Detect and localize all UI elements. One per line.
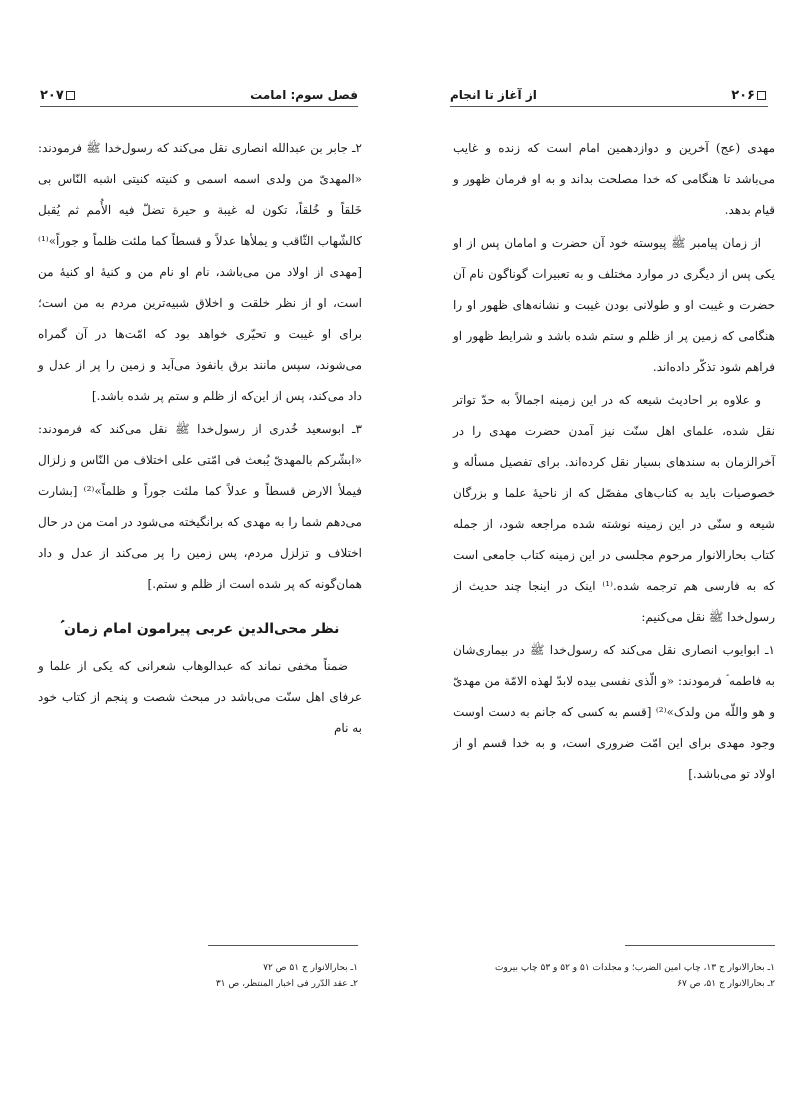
right-footnote-2: ۲ـ بحارالانوار ج ۵۱، ص ۶۷ — [677, 979, 775, 989]
page-box-icon — [757, 91, 766, 100]
right-footnotes — [455, 960, 775, 992]
left-footnote-2: ۲ـ عقد الدّرر فی اخبار المنتظر، ص ۳۱ — [215, 979, 358, 989]
right-page — [400, 0, 800, 1100]
left-paragraph-3: ضمناً مخفی نماند که عبدالوهاب شعرانی که یکی از علما و عرفای اهل سنّت می‌باشد در مبحث شصت و پنجم از کتاب خود به نام — [38, 659, 362, 735]
right-page-number-text: ۲۰۶ — [731, 88, 755, 103]
left-footnotes — [58, 960, 358, 992]
right-header-rule — [450, 106, 768, 107]
left-body-text — [38, 133, 362, 746]
right-page-number — [731, 88, 768, 103]
right-paragraph-1: مهدی (عج) آخرین و دوازدهمین امام است که زنده و غایب می‌باشد تا هنگامی که خدا مصلحت بداند و به او فرمان ظهور و قیام بدهد. — [453, 141, 775, 217]
right-footnote-1: ۱ـ بحارالانوار ج ۱۳، چاپ امین الضرب؛ و مجلدات ۵۱ و ۵۲ و ۵۳ چاپ بیروت — [494, 963, 775, 973]
left-paragraph-1: ۲ـ جابر بن عبدالله انصاری نقل می‌کند که رسول‌خدا ﷺ فرمودند: «المهدیّ من ولدی اسمه اسمی و کنیته کنیتی اشبه النّاس بی خَلقاً و خُلقاً، تکون له غیبة و حیرة تضلّ فیه الأُمم ثم یُقبل کالشّهاب الثّاقب و یملأها عدلاً و قسطاً کما ملئت ظلماً و جوراً»⁽¹⁾ [مهدی از اولاد من می‌باشد، نام او نام من و کنیهٔ او کنیهٔ من است، او از نظر خلقت و اخلاق شبیه‌ترین مردم به من است؛ برای او غیبت و تحیّری خواهد بود که امّت‌ها در آن گمراه می‌شوند، سپس مانند برق بانفوذ می‌آید و زمین را پر از عدل و داد می‌کند، پس از این‌که از ظلم و ستم پر شده باشد.] — [38, 141, 362, 403]
page-box-icon — [66, 91, 75, 100]
section-heading: نظر محی‌الدین عربی پیرامون امام زمان ؑ — [60, 621, 340, 637]
right-footnote-rule — [625, 945, 775, 946]
right-paragraph-3: و علاوه بر احادیث شیعه که در این زمینه اجمالاً به حدّ تواتر نقل شده، علمای اهل سنّت نیز آمدن حضرت مهدی را در آخرالزمان به سندهای بسیار نقل کرده‌اند. برای تفصیل مسأله و خصوصیات باید به کتاب‌های مفصّل که از ناحیهٔ علما و بزرگان شیعه و سنّی در این زمینه نوشته شده مراجعه شود، از جمله کتاب بحارالانوار مرحوم مجلسی در این زمینه کتاب جامعی است که به فارسی هم ترجمه شده.⁽¹⁾ اینک در اینجا چند حدیث از رسول‌خدا ﷺ نقل می‌کنیم: — [453, 393, 776, 624]
left-page-header — [40, 88, 358, 110]
left-footnote-rule — [208, 945, 358, 946]
left-header-rule — [40, 106, 358, 107]
right-paragraph-2: از زمان پیامبر ﷺ پیوسته خود آن حضرت و امامان پس از او یکی پس از دیگری در موارد مختلف و به تعبیرات گوناگون نام آن حضرت و غیبت او و طولانی بودن غیبت و نشانه‌های ظهور او را هنگامی که زمین پر از ظلم و ستم شده باشد و شرایط ظهور او فراهم شود تذکّر داده‌اند. — [453, 236, 775, 374]
left-page-number-text: ۲۰۷ — [40, 88, 64, 103]
left-running-title: فصل سوم: امامت — [250, 88, 358, 102]
right-page-header — [450, 88, 768, 110]
left-page-number — [40, 88, 77, 103]
right-paragraph-4: ۱ـ ابوایوب انصاری نقل می‌کند که رسول‌خدا ﷺ در بیماری‌شان به فاطمه ؑ فرمودند: «و الّذی نفسی بیده لابدّ لهذه الامّة من مهدیّ و هو واللّه من ولدک»⁽²⁾ [قسم به کسی که جانم به دست اوست وجود مهدی برای این امّت ضروری است، و به خدا قسم او از اولاد تو می‌باشد.] — [453, 643, 775, 781]
right-body-text — [453, 133, 775, 792]
left-paragraph-2: ۳ـ ابوسعید خُدری از رسول‌خدا ﷺ نقل می‌کند که فرمودند: «ابشّرکم بالمهدیّ یُبعث فی امّتی علی اختلاف من النّاس و زلزال فیملأ الارض قسطاً و عدلاً کما ملئت جوراً و ظلماً»⁽²⁾ [بشارت می‌دهم شما را به مهدی که برانگیخته می‌شود در امت من در حال اختلاف و تزلزل مردم، پس زمین را پر می‌کند از عدل و داد همان‌گونه که پر شده است از ظلم و ستم.] — [38, 422, 362, 591]
right-running-title: از آغاز تا انجام — [450, 88, 537, 102]
left-footnote-1: ۱ـ بحارالانوار ج ۵۱ ص ۷۲ — [263, 963, 358, 973]
